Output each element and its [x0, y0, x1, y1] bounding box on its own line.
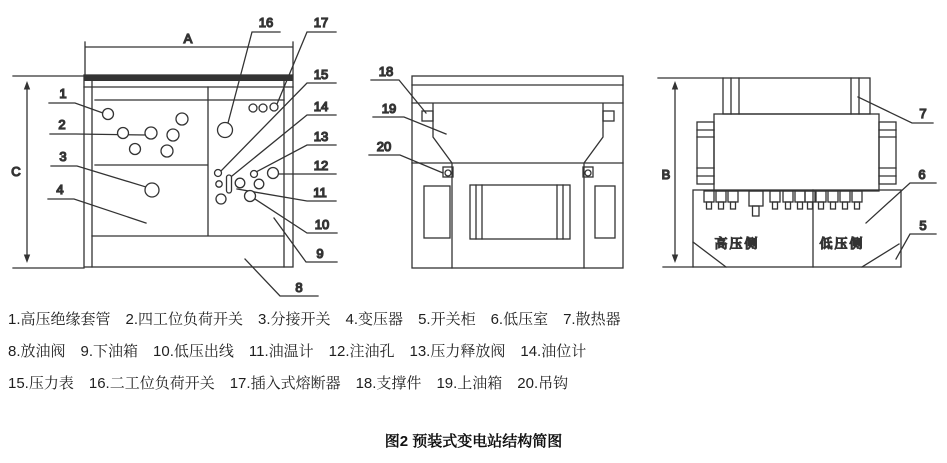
load-switch-hole — [218, 123, 233, 138]
bushing-hole — [118, 128, 129, 139]
gauge-hole — [254, 179, 264, 189]
bushing — [828, 191, 838, 202]
legend-row — [8, 372, 943, 393]
pressure-gauge-hole — [215, 170, 222, 177]
leader-19 — [373, 117, 446, 134]
legend-item: 15.压力表 — [8, 375, 74, 392]
bushing-hole — [176, 113, 188, 125]
hook-hole — [585, 170, 591, 176]
legend-item: 20.吊钩 — [517, 375, 569, 392]
part-label-8: 8 — [295, 280, 303, 295]
lifting-hooks — [443, 167, 593, 177]
part-label-9: 9 — [316, 246, 324, 261]
leader-3 — [51, 166, 146, 187]
leader-5 — [896, 234, 936, 259]
legend-item: 11.油温计 — [248, 343, 314, 360]
figure-caption: 图2 预装式变电站结构简图 — [384, 433, 563, 450]
bushing — [852, 191, 862, 202]
leader-20 — [369, 155, 443, 173]
flange-left — [697, 122, 714, 184]
tap-switch-hole — [145, 183, 159, 197]
hv-bushing-holes — [103, 109, 189, 198]
part-label-1: 1 — [59, 86, 67, 101]
legend-item: 13.压力释放阀 — [409, 343, 506, 360]
legend-item: 19.上油箱 — [436, 375, 503, 392]
part-label-19: 19 — [381, 101, 397, 116]
part-label-20: 20 — [376, 139, 392, 154]
terminal-bushings — [704, 191, 862, 216]
bushing-pin — [719, 202, 724, 209]
fuse-hole — [259, 104, 267, 112]
leader-4 — [48, 199, 146, 223]
end-view — [658, 78, 936, 267]
part-label-15: 15 — [313, 67, 329, 82]
radiator-hood-lines — [731, 78, 859, 114]
bushing-hole — [103, 109, 114, 120]
bushing — [840, 191, 850, 202]
part-label-18: 18 — [378, 64, 394, 79]
bushing-tall — [749, 191, 763, 206]
fuse-hole — [270, 103, 278, 111]
transformer-body — [470, 185, 570, 239]
bushing-hole — [145, 127, 157, 139]
legend-item: 16.二工位负荷开关 — [88, 375, 215, 392]
front-view — [11, 15, 337, 296]
legend-row — [8, 308, 943, 329]
bushing — [770, 191, 780, 202]
radiator-right — [595, 186, 615, 238]
pressure-relief-hole — [251, 171, 258, 178]
leader-1 — [49, 103, 103, 113]
part-label-7: 7 — [919, 106, 927, 121]
dimension-label-a: A — [183, 31, 193, 46]
legend-item: 7.散热器 — [563, 311, 621, 328]
dimension-c-lines — [13, 76, 84, 268]
switch-and-fuse-holes — [218, 103, 279, 138]
support-bracket-right — [603, 111, 614, 121]
part-label-5: 5 — [919, 218, 927, 233]
legend — [8, 308, 943, 404]
transformer-tank — [714, 114, 879, 191]
legend-row — [8, 340, 943, 361]
part-label-4: 4 — [56, 182, 64, 197]
bushing — [704, 191, 714, 202]
legend-item: 8.放油阀 — [8, 343, 66, 360]
support-bracket-left — [422, 111, 433, 121]
gauge-cluster — [215, 168, 279, 205]
fuse-hole — [249, 104, 257, 112]
small-gauge-hole — [216, 181, 222, 187]
bushing — [728, 191, 738, 202]
bushing-hole — [167, 129, 179, 141]
oil-fill-hole — [268, 168, 279, 179]
oil-level-gauge — [227, 175, 232, 193]
flange-right — [879, 122, 896, 184]
bushing-pin — [798, 202, 803, 209]
legend-item: 18.支撑件 — [355, 375, 422, 392]
bushing-pin — [855, 202, 860, 209]
legend-item: 6.低压室 — [490, 311, 549, 328]
side-view — [369, 64, 623, 268]
high-voltage-side-label: 高压侧 — [714, 236, 760, 251]
transformer-body-lines — [476, 185, 563, 239]
bushing-pin — [831, 202, 836, 209]
bushing — [783, 191, 793, 202]
dimension-label-b: B — [661, 167, 671, 182]
front-roof-band — [84, 75, 293, 81]
bushing-pin — [808, 202, 813, 209]
bushing-pin — [753, 206, 760, 216]
leader-8 — [245, 259, 318, 296]
bushing — [795, 191, 805, 202]
dimension-b — [658, 78, 723, 267]
legend-item: 9.下油箱 — [80, 343, 139, 360]
legend-item: 2.四工位负荷开关 — [125, 311, 244, 328]
bushing — [716, 191, 726, 202]
legend-item: 12.注油孔 — [328, 343, 395, 360]
part-label-17: 17 — [313, 15, 329, 30]
part-label-14: 14 — [313, 99, 329, 114]
hook-hole — [445, 170, 451, 176]
flange-right-lines — [879, 130, 896, 176]
part-label-2: 2 — [58, 117, 66, 132]
flange-left-lines — [697, 130, 714, 176]
part-label-10: 10 — [314, 217, 330, 232]
dimension-c — [11, 76, 84, 268]
gauge-hole — [216, 194, 226, 204]
legend-item: 3.分接开关 — [258, 311, 331, 328]
bushing-hole — [130, 144, 141, 155]
bushing-pin — [731, 202, 736, 209]
dimension-a — [85, 31, 293, 74]
legend-item: 4.变压器 — [345, 311, 404, 328]
gauge-hole — [235, 178, 245, 188]
dimension-a-lines — [85, 42, 293, 74]
legend-item: 1.高压绝缘套管 — [8, 311, 111, 328]
low-voltage-side-label: 低压侧 — [819, 236, 865, 251]
part-label-13: 13 — [313, 129, 329, 144]
radiator-hood — [723, 78, 870, 114]
lv-outlet-hole — [245, 191, 256, 202]
bushing-pin — [819, 202, 824, 209]
radiator-left — [424, 186, 450, 238]
bushing-pin — [786, 202, 791, 209]
side-flanges — [697, 122, 896, 184]
legend-item: 14.油位计 — [520, 343, 587, 360]
bushing-hole — [161, 145, 173, 157]
bushing-pin — [773, 202, 778, 209]
part-label-6: 6 — [918, 167, 926, 182]
legend-item: 10.低压出线 — [153, 343, 234, 360]
part-label-12: 12 — [313, 158, 329, 173]
leader-2 — [50, 134, 145, 135]
part-label-16: 16 — [258, 15, 274, 30]
bushing-pin — [843, 202, 848, 209]
bushing — [816, 191, 826, 202]
part-label-3: 3 — [59, 149, 67, 164]
bushing-pin — [707, 202, 712, 209]
dimension-label-c: C — [11, 164, 21, 179]
legend-item: 17.插入式熔断器 — [229, 375, 341, 392]
legend-item: 5.开关柜 — [418, 311, 476, 328]
part-label-11: 11 — [313, 185, 327, 200]
